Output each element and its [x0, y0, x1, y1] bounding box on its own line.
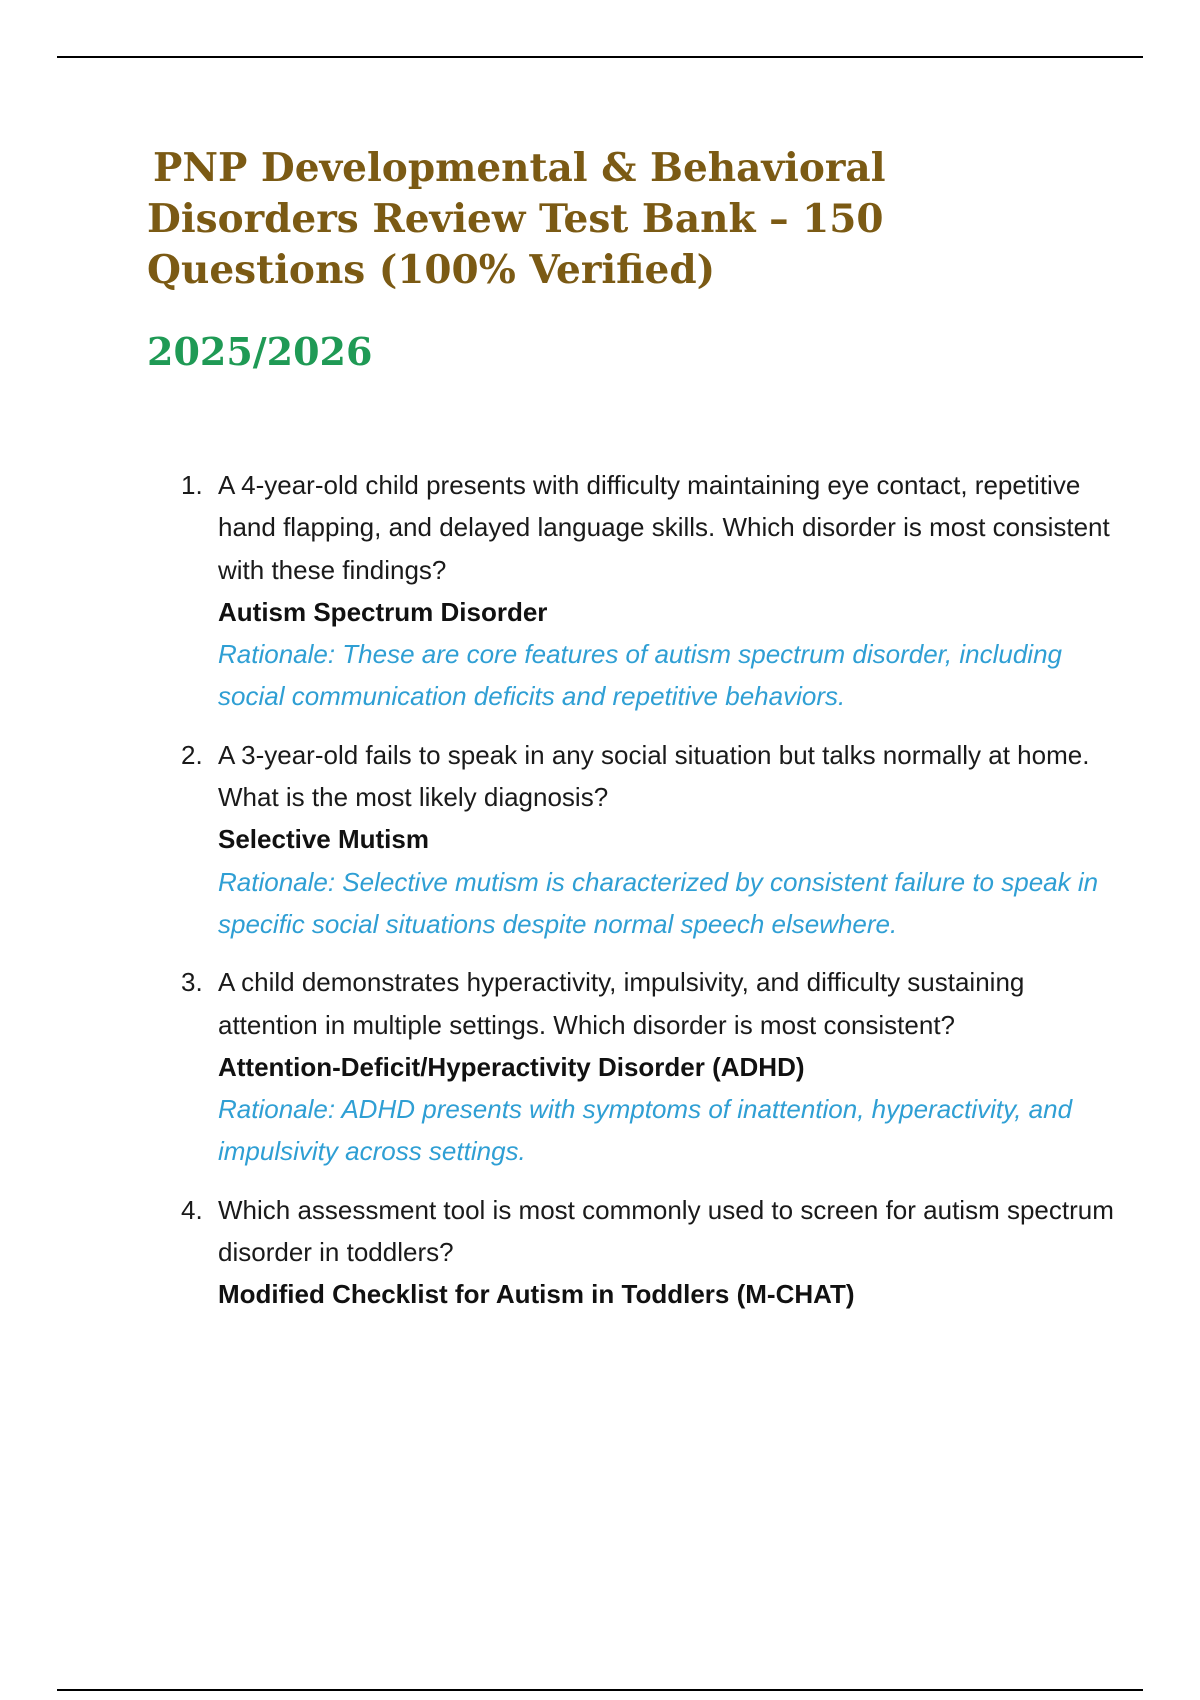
- question-item-3: [181, 961, 1118, 1172]
- question-list: [181, 464, 1118, 1332]
- question-answer: Attention-Deficit/Hyperactivity Disorder (ADHD): [218, 1051, 805, 1082]
- question-rationale: Rationale: These are core features of autism spectrum disorder, including social communication deficits and repetitive behaviors.: [218, 639, 1062, 712]
- question-text: A child demonstrates hyperactivity, impulsivity, and difficulty sustaining attention in multiple settings. Which disorder is most consistent?: [218, 967, 1025, 1040]
- document-title: PNP Developmental & Behavioral Disorders Review Test Bank – 150 Questions (100% Verified): [147, 145, 886, 293]
- question-rationale: Rationale: Selective mutism is characterized by consistent failure to speak in specific social situations despite normal speech elsewhere.: [218, 866, 1099, 939]
- question-number: 1.: [181, 470, 203, 500]
- question-answer: Selective Mutism: [218, 824, 429, 855]
- question-number: 3.: [181, 967, 203, 998]
- question-item-1: [181, 464, 1118, 718]
- document-year: 2025/2026: [147, 329, 373, 374]
- question-answer: Modified Checklist for Autism in Toddlers (M-CHAT): [218, 1279, 855, 1310]
- question-text: A 4-year-old child presents with difficulty maintaining eye contact, repetitive hand flapping, and delayed language skills. Which disorder is most consistent with these findings?: [218, 470, 1110, 585]
- question-rationale: Rationale: ADHD presents with symptoms of inattention, hyperactivity, and impulsivity across settings.: [218, 1094, 1073, 1167]
- question-answer: Autism Spectrum Disorder: [218, 596, 548, 627]
- question-number: 2.: [181, 739, 203, 770]
- question-number: 4.: [181, 1194, 203, 1225]
- question-item-2: [181, 734, 1118, 945]
- bottom-rule: [57, 1689, 1143, 1691]
- question-text: Which assessment tool is most commonly used to screen for autism spectrum disorder in toddlers?: [218, 1194, 1114, 1268]
- top-rule: [57, 56, 1143, 58]
- question-text: A 3-year-old fails to speak in any social situation but talks normally at home. What is the most likely diagnosis?: [218, 739, 1090, 813]
- question-item-4: [181, 1189, 1118, 1316]
